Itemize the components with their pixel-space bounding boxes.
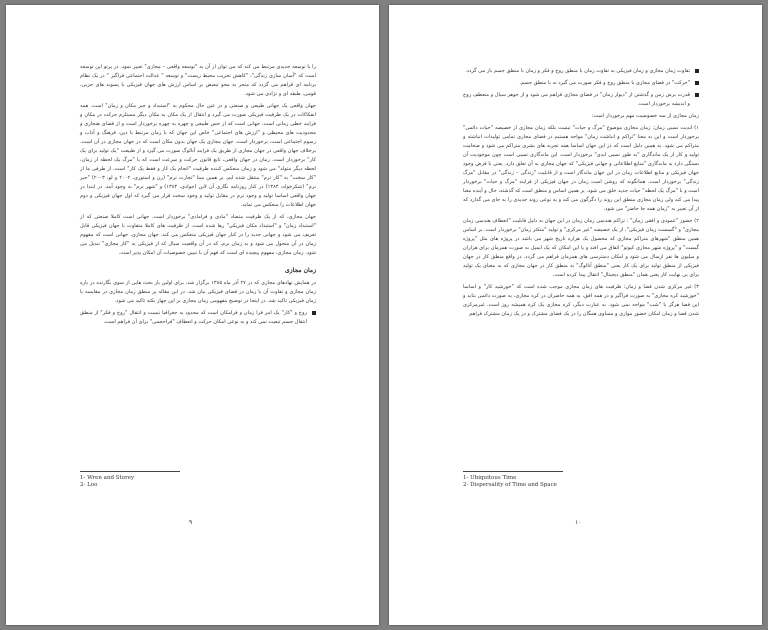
footnote: 2- Loo xyxy=(80,482,98,488)
section-heading: زمان مجازی xyxy=(285,267,316,274)
footnotes xyxy=(80,475,134,489)
bullet-item: "حرکت" در فضای مجازی با منطق روح و فکر صورت می گیرد نه با منطق جسم. xyxy=(463,79,699,88)
paragraph: ۲) حضور "عمودی و افقی زمان" : تراکم هندسی زمان زمان در این جهان به دلیل قابلیت "انعطاف هندسی زمان مجازی" و "گسست زمان فیزیکی"، از یک خصیصه "غیر مرکزی" و تولید "متکثر زمان" برخوردار است. بر اساس همین منطق "شهرهای متراکم مجازی که محصول یک هزاره تاریخ شهر می باشد در پروژه های مثل "پروژه گیست" و "پروژه شهر مجازی کیوتو" اتفاق می افتد و یا این امکان که یک ایمیل به صورت همزمان برای هزاران و میلیون ها نفر ارسال می شود و امکان دسترسی های همزمان فراهم می گردد. در واقع منطق کار در جهان فیزیکی از منطق تولید برای یک کار بعنی "منطق آنالوگ" به منطق کار در جهان مجازی که به معنای یک تولید برای بی نهایت کار یعنی همان "منطق دیجیتال" انتقال پیدا کرده است. xyxy=(463,218,699,278)
paragraph: ۳) غیر مرکزی شدن فضا و زمان: ظرفیت های زمان مجازی موجب شده است که "خورشید کار" و اساسا "خورشید کره مجازی" به صورت فراگیر و در همه افق، به همه حاضران در کره مجازی، به صورت دائمی بتابد و این فضا هرگز با "شب" مواجه نمی شود. به عبارت دیگر، کره مجازی یک کره همیشه روز است. غیرمرکزی شدن فضا و زمان امکان حضور موازی و مساوی همگان را در یک فضای مشترک و در یک زمان مشترک فراهم xyxy=(463,284,699,317)
paragraph: را با توسعه جدیدی مرتبط می کند که می توان از آن به "توسعه واقعی – مجازی" تعبیر نمود. در پرتو این توسعه است که "آسان سازی زندگی"، "کاهش تخریب محیط زیست" و توسعه " عدالت اجتماعی فراگیر " در یک نظام برنامه ای فراهم می گردد که منجر به محو تبعیض بر اساس ارزش های جهان فیزیکی با پسوند های حزبی، قومی، طبقه ای و نژادی می شود. xyxy=(80,64,316,97)
paragraph: جهان مجازی، که از یک ظرفیت متضاد "مادی و فرامادی" برخوردار است. جهانی است کاملا صنعتی که از "استبداد زمان" و "استبداد مکان فیزیکی" رها شده است. از ظرفیت های کاملا متفاوت با جهان فیزیکی قابل تعریف می شود و جهانی جدید را در کنار جهان فیزیکی منعکس می کند. جهان مجازی، جهانی است که مفهوم زمان در آن متحول می شود و به زمان نرم، که در آن واقعیت سیال که از فیزیکی به "کار مجازی" تبدیل می شود. زمان مجازی، مفهوم پیچیده ای است که فهم آن با تبیین خصوصیات آن امکان پذیر است. xyxy=(80,214,316,256)
page-number: ۱۰ xyxy=(575,519,582,526)
bullet-item: روح و "کار" یک امر فرا زمان و فرامکان است که محدود به جغرافیا نیست و انتقال "روح و فکر" از منطق انتقال جسم تبعیت نمی کند و به نوعی امکان حرکت و انعطاف "فراحجمی" برای آن فراهم است. xyxy=(80,309,316,327)
paragraph: در همایش نهادهای مجازی که در ۲۷ آذر ماه ۱۳۸۵ برگزار شد، برای اولین بار بحث هایی از سوی نگارنده در باره زمان مجازی و تفاوت آن با زمان در فضای فیزیکی بیان شد. در این مقاله بر منطق زمان مجازی در مقایسه با زمان فیزیکی تاکید شد. در اینجا در توضیح مفهومی زمان مجازی بر این چهار نکته تاکید می شود. xyxy=(80,280,316,304)
bullet-item: تفاوت زمان مجازی و زمان فیزیکی به تفاوت زمان با منطق روح و فکر و زمان با منطق جسم باز می گردد. xyxy=(463,67,699,76)
footnotes xyxy=(463,475,557,489)
paragraph: جهان واقعی یک جهانی طبیعی و صنعتی و در عین حال محکوم به "استبداد و جبر مکان و زمان" است. همه انفکاکات در یک ظرفیت فیزیکی صورت می گیرد و انتقال از یک مکان به مکان دیگر مستلزم حرکت در مکان و فرایند خطی زمانی است. جهانی است که از حس طبیعی و چهره به چهره برخوردار است و از فضای هنجاری و محدودیت های محیطی و "ارزش های اجتماعی" خاص این جهان که با زمان مرتبط با دین، فرهنگ و آداب و رسوم اجتماعی است، برخوردار است. جهان مجازی یک جهان بدون مکان است که در جهان مجازی در آن است. برخلاف جهان واقعی در جهان مجازی از طریق یک فرایند آنالوگ صورت می گیرد و از طبیعت "یک تولید برای یک کار" برخوردار است. زمان در جهان واقعی، تابع قانون حرکت و سرعت است که با "مرگ یک لحظه از زمان، لحظه دیگر متولد" می شود و زمان منعکس کننده ظرفیت "انجام یک کار و فقط یک کار" است. از طرفی ما از "کار سخت" به "کار نرم" منتقل شده ایم. بر همین مبنا "تجارت نرم" (رن و استوری، ۲۰۰۲ و لو، ۲۰۰۳) "حبر نرم" (شکرخواه، ۱۳۸۴) در کنار روزنامه نگاری آن لاین (جوادی، ۱۳۸۴) و "شهر نرم" به وجود آمد. در ابتدا در جهان واقعی اساسا تولید و وجود نرم در مقابل تولید و وجود سخت قرار می گیرد که اول جهان فیزیکی و دوم جهان اطلاعات را منعکس می نماید. xyxy=(80,103,316,208)
page-10-body xyxy=(463,67,699,322)
page-9-body xyxy=(80,63,316,330)
page-9 xyxy=(6,5,379,625)
footnote: 2- Dispersality of Time and Space xyxy=(463,482,557,488)
paragraph: ۱) ابدیت نسبی زمان: زمان مجازی موضوع "مرگ و حیات" نیست بلکه زمان مجازی از خصیصه "حیات دائمی" برخوردار است و این به معنا "تراکم و انباشت زمان" مواجه هستیم در فضای مجازی تمامی تولیدات انباشته و متراکم می شود. به همین دلیل است که در این جهان اساسا همه تجربه های بشری متراکم می شود و ضخامت تولید و کار از یک ماندگاری "به طور نسبی ابدی" برخوردار است. این ماندگاری نسبی است چون موجودیت آن بستگی دارد به ماندگاری "منابع اطلاعاتی و جهانی فیزیکی" که جهان مجازی به آن تعلق دارد. یعنی با فرض وجود جهان فیزیکی و منابع اطلاعات زمان در این جهان ماندگار است و از قابلیت "زندگی – زندگی" در مقابل "مرگ زندگی" برخوردار است. همانگونه که روشن است زمان در جهان فیزیکی از فرایند "مرگ و حیات" برخوردار است و با "مرگ یک لحظه" حیات جدید خلق می شود. بر همین اساس و منطق است که گذشته، حال و آینده معنا پیدا می کند ولی زمان مجازی منطق این روند را دگرگون می کند و به نوعی روند جدیدی را به جای می گذارد که از آن تعبیر به "زمان همه جا حاضر" می شود. xyxy=(463,125,699,212)
footnote-divider xyxy=(80,471,180,472)
intro-text: زمان مجازی از سه خصوصیت مهم برخوردار است: xyxy=(591,113,699,119)
page-number: ۹ xyxy=(189,519,193,526)
footnote-divider xyxy=(463,471,563,472)
footnote: 1- Ubiquitous Time xyxy=(463,475,517,481)
page-10 xyxy=(389,5,762,625)
bullet-item: قدرت برش زمن و گذشتن از "دیوار زمان" در فضای مجازی فراهم می شود و از جوهر سیال و منعطف روح و اندیشه برخوردار است. xyxy=(463,91,699,109)
footnote: 1- Wren and Storey xyxy=(80,475,135,481)
